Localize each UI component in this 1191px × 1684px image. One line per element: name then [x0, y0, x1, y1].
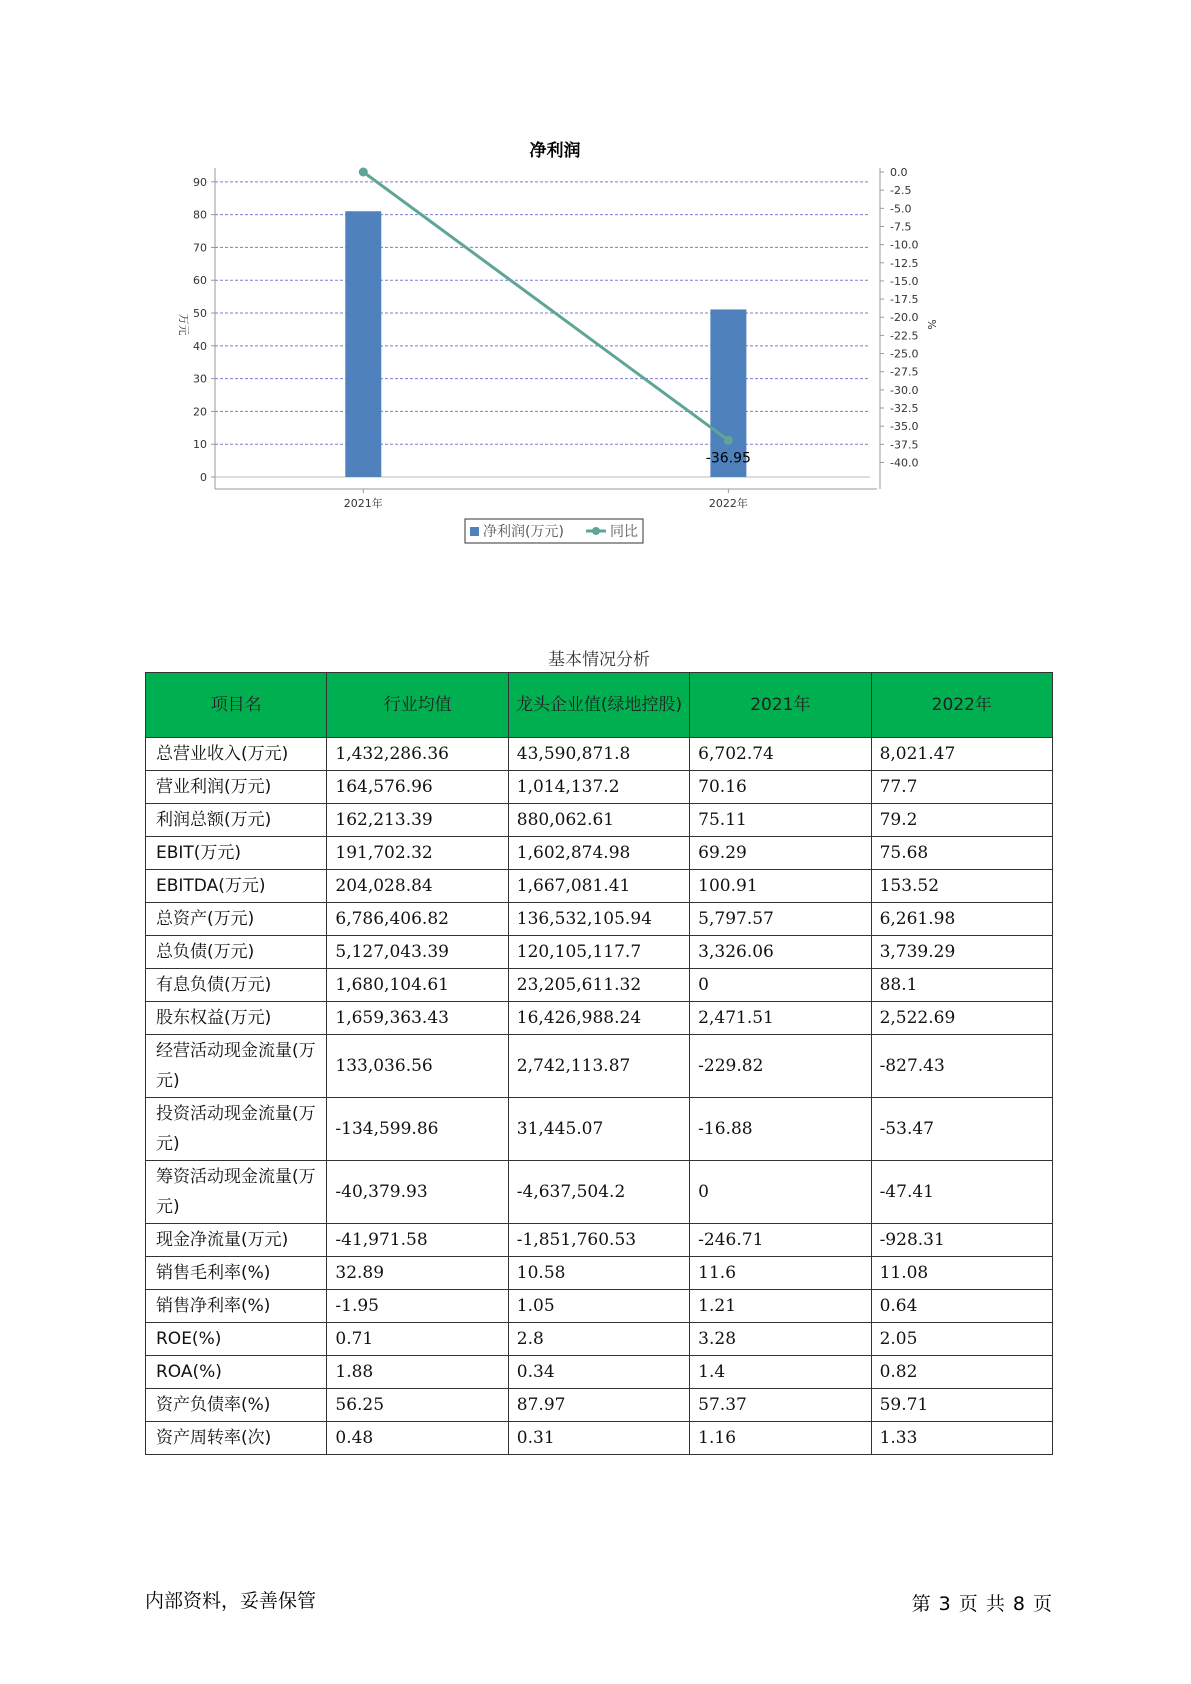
table-row: [146, 771, 1053, 804]
table-cell-leader-value: 1,602,874.98: [508, 837, 689, 870]
right-tick-label: -25.0: [890, 347, 919, 361]
table-cell-industry-avg: 0.71: [327, 1323, 508, 1356]
table-cell-year-2021: 69.29: [690, 837, 871, 870]
header-cell-leader: 龙头企业值(绿地控股): [508, 673, 689, 738]
table-cell-year-2021: -16.88: [690, 1098, 871, 1161]
chart-title: 净利润: [529, 141, 581, 161]
table-cell-item-name: 筹资活动现金流量(万元): [146, 1161, 327, 1224]
table-cell-leader-value: 16,426,988.24: [508, 1002, 689, 1035]
table-row: [146, 936, 1053, 969]
table-cell-year-2021: 100.91: [690, 870, 871, 903]
table-cell-item-name: 利润总额(万元): [146, 804, 327, 837]
table-cell-item-name: 资产负债率(%): [146, 1389, 327, 1422]
table-cell-item-name: 资产周转率(次): [146, 1422, 327, 1455]
table-cell-item-name: 销售净利率(%): [146, 1290, 327, 1323]
yoy-point-2: [724, 436, 733, 445]
chart-axes: [177, 166, 938, 510]
legend-label-yoy: 同比: [610, 524, 638, 540]
table-row: [146, 1002, 1053, 1035]
table-cell-leader-value: 31,445.07: [508, 1098, 689, 1161]
x-tick-label: 2022年: [708, 497, 748, 510]
legend-bar-swatch: [470, 527, 479, 536]
table-cell-year-2022: 0.64: [871, 1290, 1052, 1323]
left-tick-label: 40: [193, 339, 207, 353]
table-cell-year-2021: 6,702.74: [690, 738, 871, 771]
right-tick-label: -2.5: [890, 184, 912, 198]
table-cell-year-2021: 11.6: [690, 1257, 871, 1290]
table-cell-item-name: ROE(%): [146, 1323, 327, 1356]
table-cell-year-2022: 75.68: [871, 837, 1052, 870]
right-tick-label: -35.0: [890, 420, 919, 434]
right-tick-label: 0.0: [890, 166, 908, 179]
right-tick-label: -20.0: [890, 311, 919, 325]
basic-analysis-table: [145, 672, 1053, 1455]
header-cell-item: 项目名: [146, 673, 327, 738]
right-tick-label: -37.5: [890, 438, 919, 452]
table-cell-year-2021: 5,797.57: [690, 903, 871, 936]
table-cell-industry-avg: 56.25: [327, 1389, 508, 1422]
table-cell-year-2022: 2.05: [871, 1323, 1052, 1356]
table-row: [146, 837, 1053, 870]
y-axis-title: 万元: [177, 313, 190, 336]
table-cell-item-name: 销售毛利率(%): [146, 1257, 327, 1290]
table-row: [146, 903, 1053, 936]
net-profit-chart: [160, 135, 1060, 615]
table-row: [146, 804, 1053, 837]
left-tick-label: 80: [193, 208, 207, 222]
table-cell-leader-value: 10.58: [508, 1257, 689, 1290]
x-tick-label: 2021年: [343, 497, 383, 510]
table-cell-industry-avg: 133,036.56: [327, 1035, 508, 1098]
legend-line-marker: [592, 527, 600, 535]
left-tick-label: 70: [193, 241, 207, 255]
table-cell-year-2021: 1.21: [690, 1290, 871, 1323]
table-cell-year-2022: 8,021.47: [871, 738, 1052, 771]
table-row: [146, 1290, 1053, 1323]
table-cell-year-2021: 3.28: [690, 1323, 871, 1356]
footer-page-number: 第 3 页 共 8 页: [911, 1593, 1053, 1615]
table-cell-industry-avg: 32.89: [327, 1257, 508, 1290]
table-cell-item-name: 总负债(万元): [146, 936, 327, 969]
table-cell-item-name: 经营活动现金流量(万元): [146, 1035, 327, 1098]
table-cell-year-2022: 3,739.29: [871, 936, 1052, 969]
table-row: [146, 1422, 1053, 1455]
table-cell-year-2022: 79.2: [871, 804, 1052, 837]
table-cell-year-2021: -229.82: [690, 1035, 871, 1098]
yoy-point-1: [359, 168, 368, 177]
table-cell-industry-avg: -134,599.86: [327, 1098, 508, 1161]
right-tick-label: -30.0: [890, 383, 919, 397]
table-cell-year-2022: -53.47: [871, 1098, 1052, 1161]
header-cell-industry-avg: 行业均值: [327, 673, 508, 738]
table-cell-year-2022: 0.82: [871, 1356, 1052, 1389]
table-cell-leader-value: -1,851,760.53: [508, 1224, 689, 1257]
yoy-data-label: -36.95: [705, 450, 751, 467]
chart-legend: [465, 519, 643, 543]
table-cell-leader-value: 1.05: [508, 1290, 689, 1323]
table-cell-industry-avg: 5,127,043.39: [327, 936, 508, 969]
table-row: [146, 1257, 1053, 1290]
left-tick-label: 20: [193, 405, 207, 419]
table-cell-year-2022: -47.41: [871, 1161, 1052, 1224]
table-cell-year-2021: 70.16: [690, 771, 871, 804]
header-cell-2022: 2022年: [871, 673, 1052, 738]
table-cell-industry-avg: 164,576.96: [327, 771, 508, 804]
table-cell-item-name: EBITDA(万元): [146, 870, 327, 903]
table-row: [146, 1161, 1053, 1224]
table-cell-year-2022: 77.7: [871, 771, 1052, 804]
right-tick-label: -17.5: [890, 293, 919, 307]
table-header-row: [146, 673, 1053, 738]
table-row: [146, 870, 1053, 903]
table-cell-item-name: 营业利润(万元): [146, 771, 327, 804]
table-cell-year-2022: -827.43: [871, 1035, 1052, 1098]
table-cell-industry-avg: 1.88: [327, 1356, 508, 1389]
table-cell-leader-value: 87.97: [508, 1389, 689, 1422]
table-cell-year-2021: 75.11: [690, 804, 871, 837]
bar-1: [345, 211, 381, 477]
table-cell-leader-value: 2,742,113.87: [508, 1035, 689, 1098]
footer-confidential-note: 内部资料，妥善保管: [145, 1590, 317, 1612]
right-tick-label: -32.5: [890, 402, 919, 416]
table-cell-industry-avg: -41,971.58: [327, 1224, 508, 1257]
table-cell-leader-value: 2.8: [508, 1323, 689, 1356]
table-cell-industry-avg: 1,432,286.36: [327, 738, 508, 771]
table-cell-year-2021: 0: [690, 1161, 871, 1224]
chart-bars: [345, 211, 746, 477]
right-tick-label: -40.0: [890, 456, 919, 470]
table-cell-year-2022: 11.08: [871, 1257, 1052, 1290]
left-tick-label: 90: [193, 175, 207, 189]
table-cell-leader-value: 0.31: [508, 1422, 689, 1455]
left-tick-label: 30: [193, 372, 207, 386]
table-row: [146, 1389, 1053, 1422]
right-tick-label: -15.0: [890, 274, 919, 288]
table-cell-year-2021: 1.16: [690, 1422, 871, 1455]
table-cell-year-2021: -246.71: [690, 1224, 871, 1257]
table-cell-year-2022: 6,261.98: [871, 903, 1052, 936]
right-tick-label: -12.5: [890, 256, 919, 270]
table-cell-leader-value: 880,062.61: [508, 804, 689, 837]
chart-line-series: [359, 168, 751, 467]
chart-grid: [215, 182, 870, 477]
right-tick-label: -22.5: [890, 329, 919, 343]
table-cell-item-name: ROA(%): [146, 1356, 327, 1389]
table-cell-leader-value: 0.34: [508, 1356, 689, 1389]
table-row: [146, 1356, 1053, 1389]
table-cell-industry-avg: 204,028.84: [327, 870, 508, 903]
table-cell-leader-value: 23,205,611.32: [508, 969, 689, 1002]
table-cell-item-name: 有息负债(万元): [146, 969, 327, 1002]
table-caption: 基本情况分析: [548, 650, 650, 670]
table-cell-year-2021: 3,326.06: [690, 936, 871, 969]
table-body: [146, 738, 1053, 1455]
table-row: [146, 1098, 1053, 1161]
left-tick-label: 10: [193, 438, 207, 452]
right-tick-label: -27.5: [890, 365, 919, 379]
table-cell-industry-avg: 0.48: [327, 1422, 508, 1455]
table-cell-item-name: 现金净流量(万元): [146, 1224, 327, 1257]
table-cell-item-name: 股东权益(万元): [146, 1002, 327, 1035]
table-row: [146, 969, 1053, 1002]
table-cell-leader-value: 136,532,105.94: [508, 903, 689, 936]
table-cell-item-name: 总资产(万元): [146, 903, 327, 936]
table-cell-industry-avg: 1,680,104.61: [327, 969, 508, 1002]
legend-label-net-profit: 净利润(万元): [483, 524, 564, 540]
right-tick-label: -5.0: [890, 202, 912, 216]
right-tick-label: -7.5: [890, 220, 912, 234]
table-cell-industry-avg: -1.95: [327, 1290, 508, 1323]
table-cell-year-2022: 59.71: [871, 1389, 1052, 1422]
table-cell-industry-avg: 162,213.39: [327, 804, 508, 837]
table-cell-item-name: EBIT(万元): [146, 837, 327, 870]
header-cell-2021: 2021年: [690, 673, 871, 738]
table-row: [146, 738, 1053, 771]
table-cell-year-2022: -928.31: [871, 1224, 1052, 1257]
table-cell-year-2022: 2,522.69: [871, 1002, 1052, 1035]
table-row: [146, 1224, 1053, 1257]
table-cell-industry-avg: 191,702.32: [327, 837, 508, 870]
yoy-line: [363, 172, 728, 440]
table-cell-leader-value: 120,105,117.7: [508, 936, 689, 969]
table-cell-item-name: 投资活动现金流量(万元): [146, 1098, 327, 1161]
table-cell-item-name: 总营业收入(万元): [146, 738, 327, 771]
table-cell-year-2022: 1.33: [871, 1422, 1052, 1455]
table-cell-year-2021: 57.37: [690, 1389, 871, 1422]
left-tick-label: 0: [200, 471, 207, 484]
table-cell-industry-avg: 1,659,363.43: [327, 1002, 508, 1035]
table-row: [146, 1035, 1053, 1098]
table-cell-industry-avg: -40,379.93: [327, 1161, 508, 1224]
table-cell-year-2022: 88.1: [871, 969, 1052, 1002]
y2-axis-title: %: [925, 319, 938, 330]
table-cell-industry-avg: 6,786,406.82: [327, 903, 508, 936]
table-cell-leader-value: 1,667,081.41: [508, 870, 689, 903]
table-cell-year-2022: 153.52: [871, 870, 1052, 903]
left-tick-label: 60: [193, 274, 207, 288]
table-cell-year-2021: 0: [690, 969, 871, 1002]
table-cell-leader-value: 1,014,137.2: [508, 771, 689, 804]
table-cell-leader-value: 43,590,871.8: [508, 738, 689, 771]
left-tick-label: 50: [193, 307, 207, 321]
table-row: [146, 1323, 1053, 1356]
right-tick-label: -10.0: [890, 238, 919, 252]
table-cell-year-2021: 1.4: [690, 1356, 871, 1389]
table-cell-year-2021: 2,471.51: [690, 1002, 871, 1035]
table-cell-leader-value: -4,637,504.2: [508, 1161, 689, 1224]
